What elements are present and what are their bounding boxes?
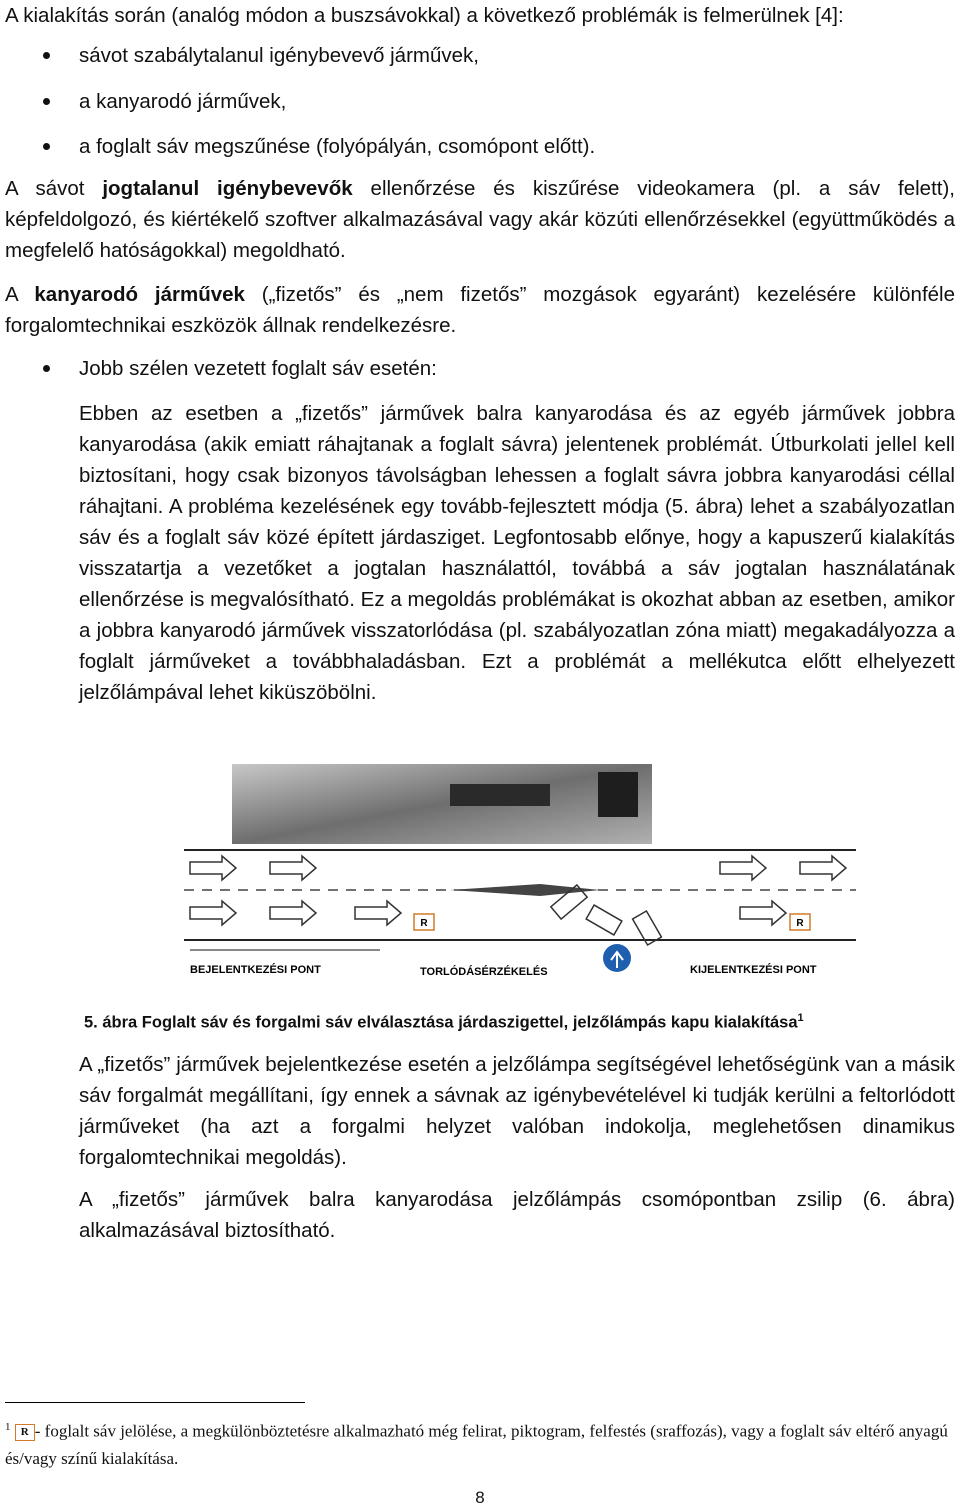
list-item: Jobb szélen vezetett foglalt sáv esetén: [79,357,437,380]
bold-term: jogtalanul igénybevevők [102,177,353,200]
paragraph-jobb-szelen: Ebben az esetben a „fizetős” járművek balra kanyarodása és az egyéb járművek jobbra kanyarodása (akik emiatt ráhajtanak a foglalt sávra) jelentenek problémát. Útburkolati jellel kell biztosítani, hogy csak bizonyos távolságban lehessen a foglalt sávra jobbra kanyarodási céllal ráhajtani. A probléma kezelésének egy tovább-fejlesztett módja (5. ábra) lehet a szabályozatlan sáv és a foglalt sáv közé épített járdasziget. Legfontosabb előnye, hogy a kapuszerű kialakítás visszatartja a vezetőket a jogtalan használattól, továbbá a sáv jogtalan használatának ellenőrzése is megvalósítható. Ez a megoldás problémákat is okozhat abban az esetben, amikor a jobbra kanyarodó járművek visszatorlódása (pl. szabályozatlan zóna miatt) megakadályozza a foglalt járműveket a továbbhaladásban. Ezt a problémát a mellékutca előtt elhelyezett jelzőlámpával lehet kiküszöbölni. [79,402,955,704]
paragraph-fizetos-bejelentkezes: A „fizetős” járművek bejelentkezése esetén a jelzőlámpa segítségével lehetőségünk van a másik sáv forgalmát megállítani, így ennek a sávnak az igénybevételével ki tudják kerülni a feltorlódott járműveket (ha azt a forgalmi helyzet valóban indokolja, meglehetősen dinamikus forgalomtechnikai megoldás). [79,1053,955,1169]
list-item: sávot szabálytalanul igénybevevő járművek, [79,44,479,67]
figure-5-diagram [180,762,860,987]
text-span: A [5,283,35,306]
bullet-icon [40,362,52,374]
vehicle-icon [586,905,622,935]
paragraph-zsilip: A „fizetős” járművek balra kanyarodása jelzőlámpás csomópontban zsilip (6. ábra) alkalmazásával biztosítható. [79,1188,955,1242]
list-item: a kanyarodó járművek, [79,90,287,113]
text-span: A sávot [5,177,103,200]
figure-caption [84,1006,804,1035]
caption-text: 5. ábra Foglalt sáv és forgalmi sáv elválasztása járdaszigettel, jelzőlámpás kapu kialakítása [84,1013,798,1032]
footnote [5,1414,955,1472]
paragraph-jogtalan [5,173,955,266]
text-span: ellenőrzése és kiszűrése videokamera (pl. a sáv felett), képfeldolgozó, és kiértékelő szoftver alkalmazásával vagy akár közúti ellenőrzésekkel (együttműködés a megfelelő hatóságokkal) megoldható. [5,177,955,262]
intro-paragraph: A kialakítás során (analóg módon a buszsávokkal) a következő problémák is felmerülnek [4]: [5,4,844,27]
footnote-text: - foglalt sáv jelölése, a megkülönböztetésre alkalmazható még felirat, piktogram, felfestés (sraffozás), vagy a foglalt sáv eltérő anyagú és/vagy színű kialakítása. [5,1421,948,1468]
bullet-icon [40,95,52,107]
camera-icon [450,784,550,806]
paragraph-kanyarodo [5,279,955,341]
traffic-light-icon [598,772,638,817]
label-bejelentkezesi-pont: BEJELENTKEZÉSI PONT [190,964,321,976]
reserved-lane-mark-icon: R [15,1424,35,1441]
list-item: a foglalt sáv megszűnése (folyópályán, csomópont előtt). [79,135,596,158]
lane-mark-text: R [420,918,428,929]
text-span: („fizetős” és „nem fizetős” mozgások egyaránt) kezelésére különféle forgalomtechnikai eszközök állnak rendelkezésre. [5,283,955,337]
label-torlodaserzekeles: TORLÓDÁSÉRZÉKELÉS [420,966,548,978]
lane-mark-text: R [796,918,804,929]
bullet-icon [40,49,52,61]
footnote-ref: 1 [797,1012,804,1024]
footnote-separator [5,1402,305,1403]
bold-term: kanyarodó járművek [34,283,245,306]
footnote-number: 1 [5,1421,11,1433]
bullet-icon [40,140,52,152]
page-number: 8 [475,1488,485,1507]
label-kijelentkezesi-pont: KIJELENTKEZÉSI PONT [690,964,817,976]
